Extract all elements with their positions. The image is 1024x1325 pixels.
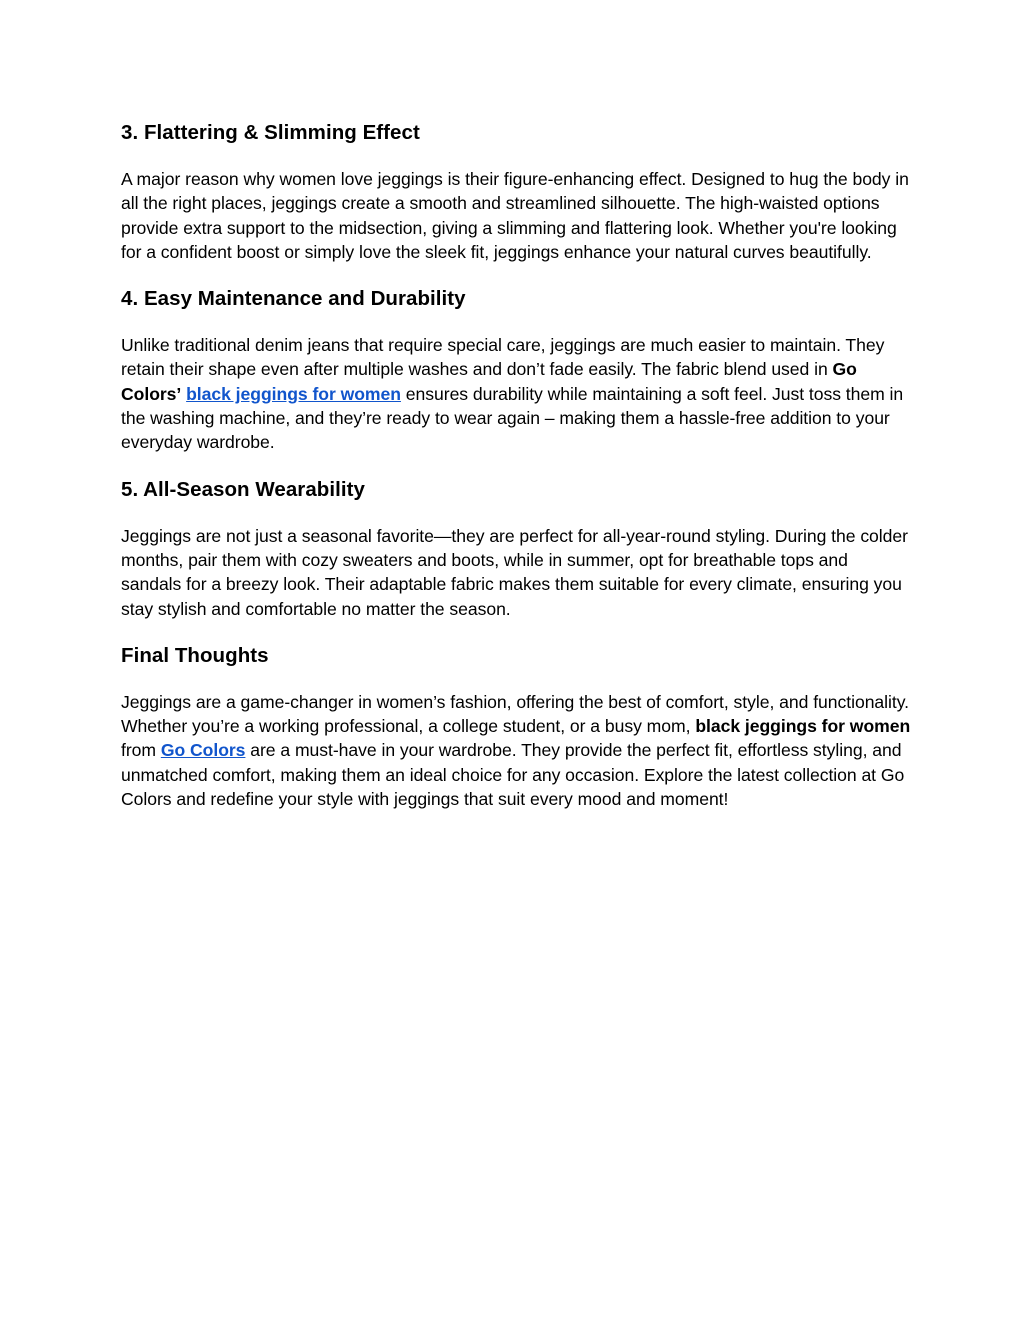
black-jeggings-link[interactable]: black jeggings for women [186,383,401,404]
paragraph-text: are a must-have in your wardrobe. They provide the perfect fit, effortless styling, and unmatched comfort, making them an ideal choice for any occasion. Explore the latest collection at Go Colors and redefine your style with jeggings that suit every mood and moment! [121,740,905,810]
section-heading-final-thoughts: Final Thoughts [121,643,269,667]
paragraph-text: Jeggings are a game-changer in women’s fashion, offering the best of comfort, style, and functionality. Whether you’re a working professional, a college student, or a busy mom, [121,691,909,737]
section-paragraph-final-thoughts [121,690,911,811]
section-paragraph-all-season: Jeggings are not just a seasonal favorite—they are perfect for all-year-round styling. During the colder months, pair them with cozy sweaters and boots, while in summer, opt for breathable tops and sandals for a breezy look. Their adaptable fabric makes them suitable for every climate, ensuring you stay stylish and comfortable no matter the season. [121,525,908,619]
section-paragraph-maintenance [121,333,911,454]
paragraph-text: Unlike traditional denim jeans that require special care, jeggings are much easier to maintain. They retain their shape even after multiple washes and don’t fade easily. The fabric blend used in [121,335,885,380]
section-paragraph-flattering: A major reason why women love jeggings is their figure-enhancing effect. Designed to hug the body in all the right places, jeggings create a smooth and streamlined silhouette. The high-waisted options provide extra support to the midsection, giving a slimming and flattering look. Whether you're looking for a confident boost or simply love the sleek fit, jeggings enhance your natural curves beautifully. [121,169,909,262]
section-heading-maintenance: 4. Easy Maintenance and Durability [121,287,466,311]
brand-bold-text: Go Colors’ [121,359,857,404]
section-heading-flattering: 3. Flattering & Slimming Effect [121,121,420,144]
paragraph-text: from [121,740,161,761]
go-colors-link[interactable]: Go Colors [160,740,246,761]
document-page [121,118,911,811]
paragraph-text: ensures durability while maintaining a soft feel. Just toss them in the washing machine, and they’re ready to wear again – making them a hassle-free addition to your everyday wardrobe. [121,383,904,453]
section-heading-all-season: 5. All-Season Wearability [121,477,365,501]
bold-product-text: black jeggings for women [695,716,911,737]
